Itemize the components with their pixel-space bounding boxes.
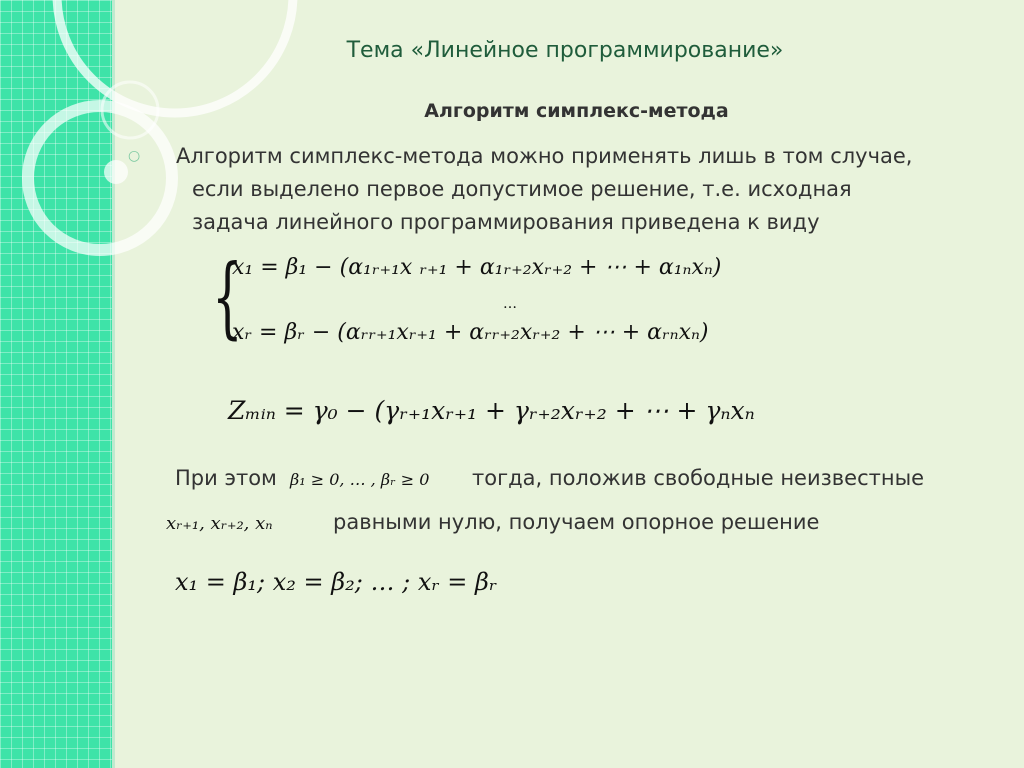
paragraph-line: Алгоритм симплекс-метода можно применять лишь в том случае,	[176, 144, 913, 168]
slide-subtitle: Алгоритм симплекс-метода	[424, 100, 729, 122]
system-equation-r: xᵣ = βᵣ − (αᵣᵣ₊₁xᵣ₊₁ + αᵣᵣ₊₂xᵣ₊₂ + ⋯ + αᵣₙxₙ)	[232, 320, 709, 345]
text-togda: тогда, положив свободные неизвестные	[472, 466, 925, 490]
system-ellipsis: …	[503, 296, 517, 312]
text-ravnymi-nulyu: равными нулю, получаем опорное решение	[333, 510, 820, 534]
paragraph-line: задача линейного программирования приведена к виду	[192, 210, 820, 234]
intro-paragraph	[176, 140, 996, 239]
system-equation-1: x₁ = β₁ − (α₁ᵣ₊₁x ᵣ₊₁ + α₁ᵣ₊₂xᵣ₊₂ + ⋯ + α₁ₙxₙ)	[232, 255, 722, 280]
beta-condition: β₁ ≥ 0, … , βᵣ ≥ 0	[290, 470, 430, 489]
slide-title: Тема «Линейное программирование»	[346, 38, 784, 63]
ring-bullet-icon: ○	[128, 148, 141, 164]
basic-solution: x₁ = β₁; x₂ = β₂; … ; xᵣ = βᵣ	[175, 568, 498, 596]
free-variables: xᵣ₊₁, xᵣ₊₂, xₙ	[166, 513, 273, 534]
paragraph-line: если выделено первое допустимое решение, т.е. исходная	[192, 177, 852, 201]
system-brace: {	[212, 245, 243, 348]
objective-function: Zₘᵢₙ = γ₀ − (γᵣ₊₁xᵣ₊₁ + γᵣ₊₂xᵣ₊₂ + ⋯ + γₙxₙ	[228, 396, 755, 425]
text-pri-etom: При этом	[175, 466, 277, 490]
